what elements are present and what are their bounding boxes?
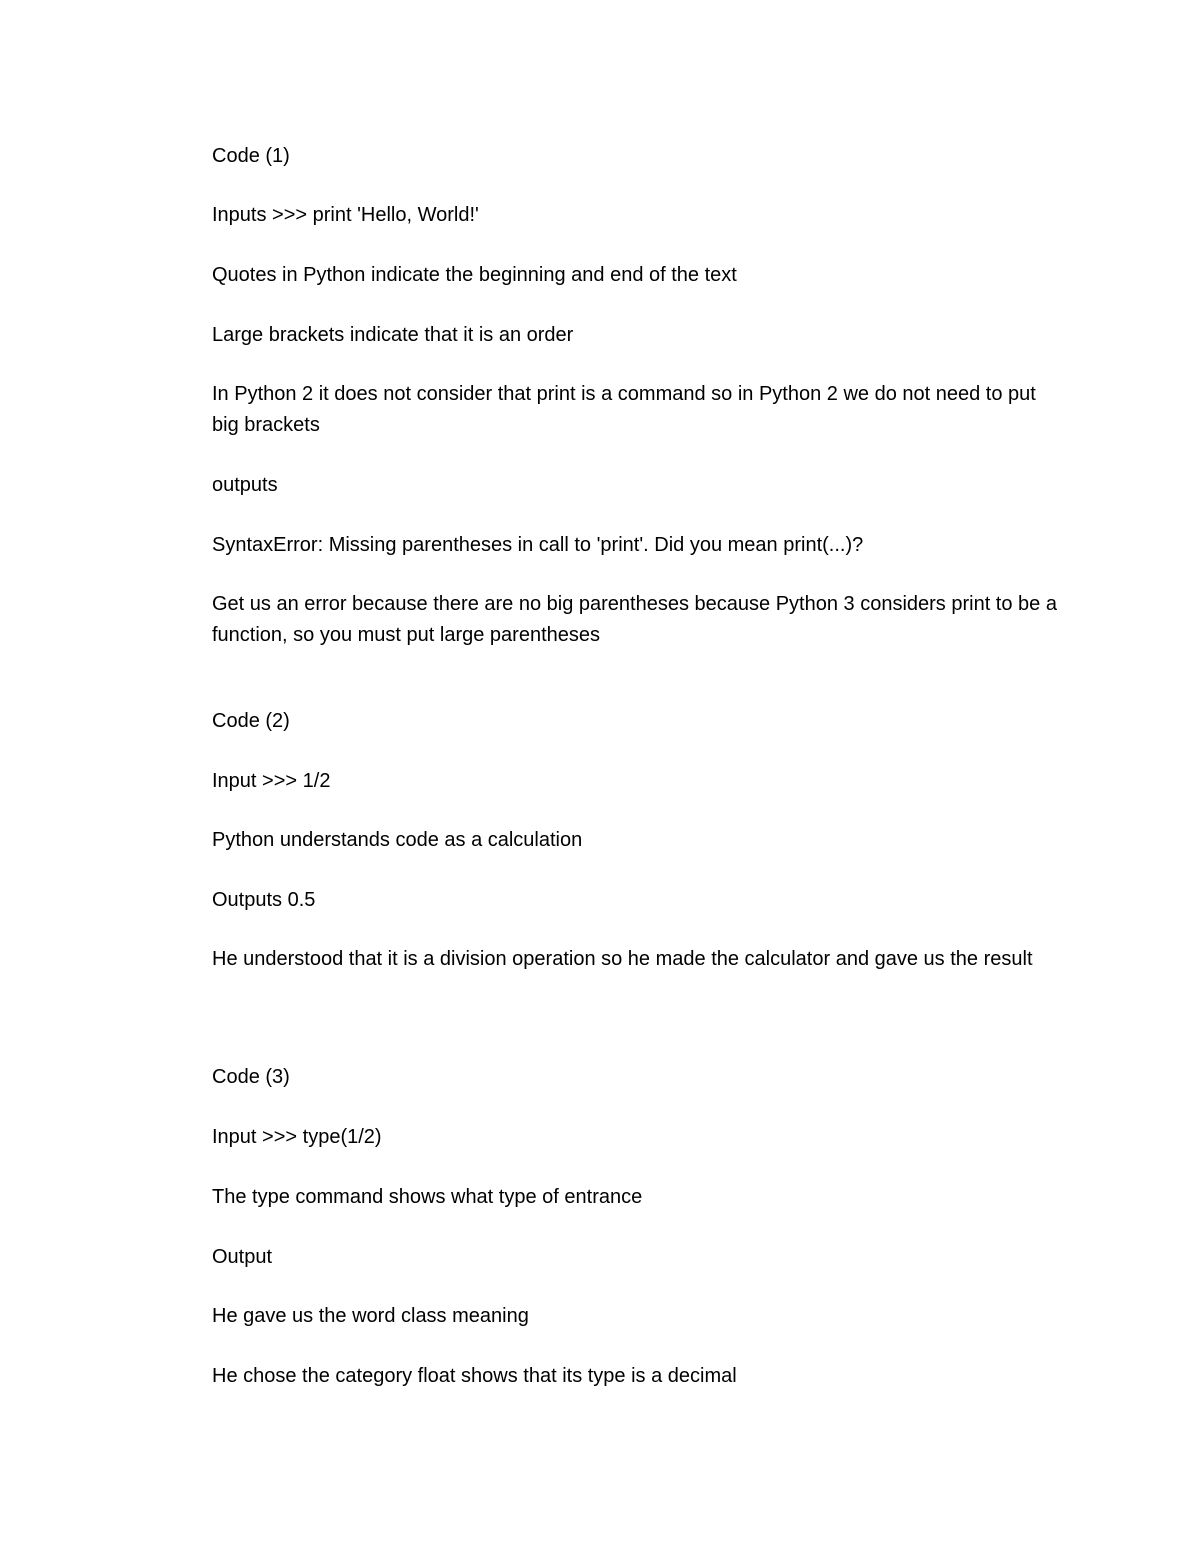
section-3-text-line: He gave us the word class meaning — [212, 1305, 529, 1327]
section-3-text-line: He chose the category float shows that its type is a decimal — [212, 1365, 737, 1387]
section-1-output-label: outputs — [212, 474, 278, 496]
section-2-heading: Code (2) — [212, 710, 290, 732]
section-1-heading: Code (1) — [212, 145, 290, 167]
section-1-text-line: Large brackets indicate that it is an order — [212, 324, 574, 346]
section-1-text-line: Get us an error because there are no big parentheses because Python 3 considers print to be a function, so you must put large parentheses — [212, 593, 1057, 646]
section-1-input-line: Inputs >>> print 'Hello, World!' — [212, 204, 479, 226]
section-1-text-line: In Python 2 it does not consider that print is a command so in Python 2 we do not need to put big brackets — [212, 383, 1036, 436]
section-2-input-line: Input >>> 1/2 — [212, 770, 331, 792]
section-3-input-line: Input >>> type(1/2) — [212, 1126, 382, 1148]
section-3-text-line: The type command shows what type of entrance — [212, 1186, 643, 1208]
section-2-output-line: Outputs 0.5 — [212, 889, 316, 911]
section-1-error-line: SyntaxError: Missing parentheses in call to 'print'. Did you mean print(...)? — [212, 534, 864, 556]
section-2-text-line: Python understands code as a calculation — [212, 829, 583, 851]
section-3-heading: Code (3) — [212, 1066, 290, 1088]
section-3-output-label: Output — [212, 1246, 273, 1268]
section-2-text-line: He understood that it is a division operation so he made the calculator and gave us the result — [212, 948, 1033, 970]
section-1-text-line: Quotes in Python indicate the beginning and end of the text — [212, 264, 737, 286]
